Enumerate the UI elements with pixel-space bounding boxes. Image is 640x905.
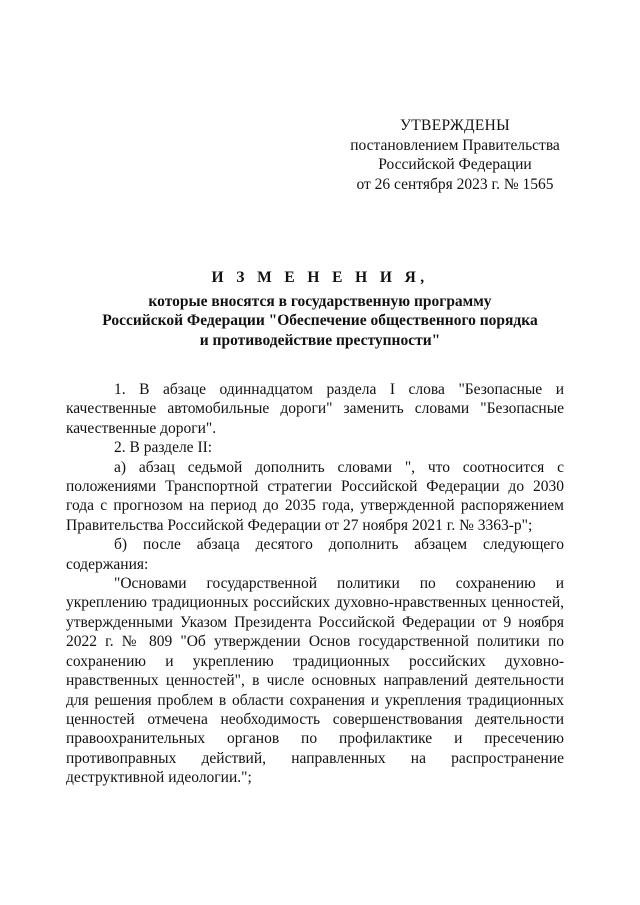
title-line-1: которые вносятся в государственную программу — [148, 292, 492, 310]
approval-line-2: Российской Федерации — [378, 156, 532, 173]
approval-heading: УТВЕРЖДЕНЫ — [400, 117, 510, 134]
document-title — [70, 268, 570, 350]
paragraph-4: б) после абзаца десятого дополнить абзацем следующего содержания: — [66, 536, 564, 573]
document-body — [66, 380, 564, 788]
title-caps: И З М Е Н Е Н И Я, — [211, 269, 429, 286]
paragraph-5: "Основами государственной политики по сохранению и укреплению традиционных российских духовно-нравственных ценностей, утвержденными Указом Президента Российской Федерации от 9 ноября 2022 г. № 809 "Об утверждении Основ государственной политики по сохранению и укреплению традиционных российских духовно-нравственных ценностей", в числе основных направлений деятельности для решения проблем в области сохранения и укрепления традиционных ценностей отмечена необходимость совершенствования деятельности правоохранительных органов по профилактике и пресечению противоправных действий, направленных на распространение деструктивной идеологии."; — [66, 575, 564, 787]
title-line-2: Российской Федерации "Обеспечение общественного порядка — [102, 312, 538, 329]
title-line-3: и противодействие преступности" — [199, 331, 441, 349]
approval-stamp — [340, 116, 570, 194]
paragraph-3: а) абзац седьмой дополнить словами ", что соотносится с положениями Транспортной стратегии Российской Федерации до 2030 года с прогнозом на период до 2035 года, утвержденной распоряжением Правительства Российской Федерации от 27 ноября 2021 г. № 3363-р"; — [66, 458, 564, 534]
paragraph-2: 2. В разделе II: — [114, 439, 213, 457]
approval-line-1: постановлением Правительства — [350, 136, 560, 154]
approval-line-3: от 26 сентября 2023 г. № 1565 — [356, 175, 554, 193]
paragraph-1: 1. В абзаце одиннадцатом раздела I слова "Безопасные и качественные автомобильные дороги" заменить словами "Безопасные качественные дороги". — [66, 381, 564, 437]
